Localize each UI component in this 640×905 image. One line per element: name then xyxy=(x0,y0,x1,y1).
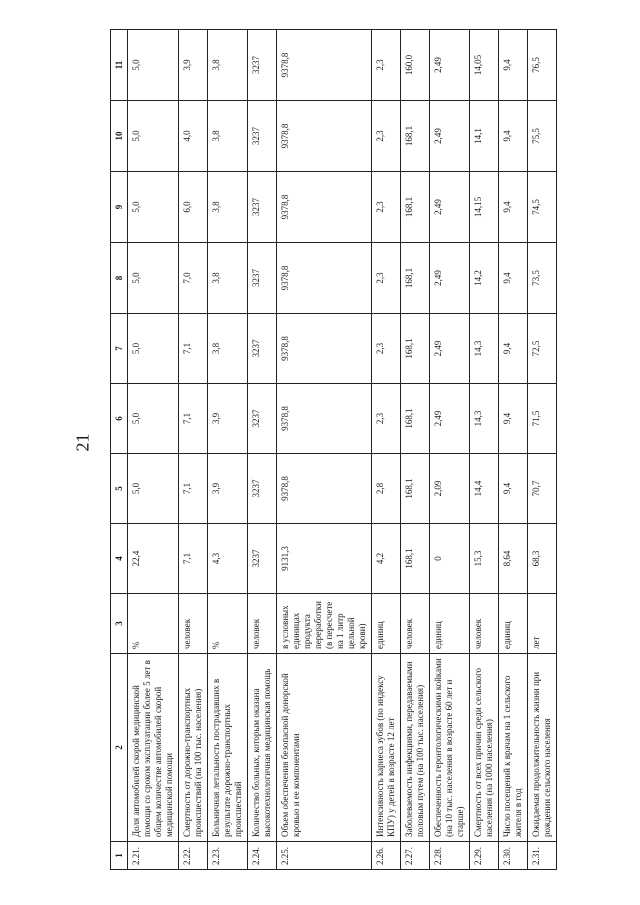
column-header: 7 xyxy=(111,314,128,384)
indicator-name-cell: Заболеваемость инфекциями, передаваемыми половым путем (на 100 тыс. населения) xyxy=(401,654,430,842)
row-number-cell: 2.30. xyxy=(499,842,528,870)
indicator-name-cell: Число посещений к врачам на 1 сельского жителя в год xyxy=(499,654,528,842)
value-cell: 9,4 xyxy=(499,454,528,524)
value-cell: 9131,3 xyxy=(277,524,372,594)
column-header: 8 xyxy=(111,243,128,314)
row-number-cell: 2.22. xyxy=(179,842,208,870)
value-cell: 4,3 xyxy=(208,524,248,594)
unit-cell: человек xyxy=(179,594,208,654)
value-cell: 9378,8 xyxy=(277,384,372,454)
value-cell: 3,9 xyxy=(208,454,248,524)
value-cell: 14,2 xyxy=(470,243,499,314)
value-cell: 9378,8 xyxy=(277,101,372,172)
value-cell: 7,1 xyxy=(179,314,208,384)
column-header: 2 xyxy=(111,654,128,842)
value-cell: 15,3 xyxy=(470,524,499,594)
value-cell: 9378,8 xyxy=(277,30,372,101)
value-cell: 2,49 xyxy=(430,384,470,454)
unit-cell: единиц xyxy=(372,594,401,654)
value-cell: 7,1 xyxy=(179,524,208,594)
value-cell: 2,3 xyxy=(372,243,401,314)
value-cell: 3237 xyxy=(248,314,277,384)
value-cell: 9,4 xyxy=(499,172,528,243)
value-cell: 0 xyxy=(430,524,470,594)
table-row xyxy=(248,30,277,870)
value-cell: 5,0 xyxy=(128,101,179,172)
value-cell: 3,8 xyxy=(208,101,248,172)
value-cell: 5,0 xyxy=(128,243,179,314)
indicator-name-cell: Интенсивность кариеса зубов (по индексу КПУ) у детей в возрасте 12 лет xyxy=(372,654,401,842)
indicator-name-cell: Объем обеспечения безопасной донорской кровью и ее компонентами xyxy=(277,654,372,842)
value-cell: 5,0 xyxy=(128,314,179,384)
value-cell: 14,1 xyxy=(470,101,499,172)
value-cell: 2,3 xyxy=(372,101,401,172)
unit-cell: единиц xyxy=(430,594,470,654)
unit-cell: % xyxy=(208,594,248,654)
value-cell: 2,3 xyxy=(372,314,401,384)
indicator-name-cell: Больничная летальность пострадавших в результате дорожно-транспортных происшествий xyxy=(208,654,248,842)
column-header: 5 xyxy=(111,454,128,524)
value-cell: 4,0 xyxy=(179,101,208,172)
rotated-table-container xyxy=(110,30,550,870)
value-cell: 8,64 xyxy=(499,524,528,594)
value-cell: 6,0 xyxy=(179,172,208,243)
value-cell: 168,1 xyxy=(401,454,430,524)
indicator-name-cell: Смертность от дорожно-транспортных происшествий (на 100 тыс. населения) xyxy=(179,654,208,842)
value-cell: 14,3 xyxy=(470,384,499,454)
value-cell: 14,05 xyxy=(470,30,499,101)
value-cell: 3237 xyxy=(248,384,277,454)
value-cell: 75,5 xyxy=(528,101,557,172)
value-cell: 3,8 xyxy=(208,172,248,243)
unit-cell: в условных единицах продукта переработки (в пересчете на 1 литр цельной крови) xyxy=(277,594,372,654)
value-cell: 7,0 xyxy=(179,243,208,314)
value-cell: 3237 xyxy=(248,101,277,172)
value-cell: 5,0 xyxy=(128,384,179,454)
value-cell: 70,7 xyxy=(528,454,557,524)
page-number: 21 xyxy=(72,433,93,452)
indicator-name-cell: Ожидаемая продолжительность жизни при рождении сельского населения xyxy=(528,654,557,842)
value-cell: 3,9 xyxy=(179,30,208,101)
table-row xyxy=(470,30,499,870)
value-cell: 168,1 xyxy=(401,243,430,314)
row-number-cell: 2.25. xyxy=(277,842,372,870)
value-cell: 73,5 xyxy=(528,243,557,314)
column-header: 3 xyxy=(111,594,128,654)
column-header: 1 xyxy=(111,842,128,870)
value-cell: 2,8 xyxy=(372,454,401,524)
value-cell: 3237 xyxy=(248,30,277,101)
value-cell: 7,1 xyxy=(179,384,208,454)
unit-cell: человек xyxy=(401,594,430,654)
row-number-cell: 2.29. xyxy=(470,842,499,870)
value-cell: 9,4 xyxy=(499,314,528,384)
value-cell: 3237 xyxy=(248,454,277,524)
value-cell: 160,0 xyxy=(401,30,430,101)
value-cell: 3237 xyxy=(248,243,277,314)
value-cell: 168,1 xyxy=(401,524,430,594)
value-cell: 2,49 xyxy=(430,172,470,243)
table-row xyxy=(430,30,470,870)
unit-cell: человек xyxy=(248,594,277,654)
value-cell: 68,3 xyxy=(528,524,557,594)
value-cell: 9,4 xyxy=(499,243,528,314)
table-row xyxy=(208,30,248,870)
indicator-name-cell: Доля автомобилей скорой медицинской помощи со сроком эксплуатации более 5 лет в общем количестве автомобилей скорой медицинской помощи xyxy=(128,654,179,842)
value-cell: 3,8 xyxy=(208,314,248,384)
table-row xyxy=(499,30,528,870)
value-cell: 74,5 xyxy=(528,172,557,243)
value-cell: 9,4 xyxy=(499,30,528,101)
value-cell: 168,1 xyxy=(401,314,430,384)
unit-cell: % xyxy=(128,594,179,654)
table-row xyxy=(401,30,430,870)
column-header: 11 xyxy=(111,30,128,101)
row-number-cell: 2.26. xyxy=(372,842,401,870)
row-number-cell: 2.23. xyxy=(208,842,248,870)
value-cell: 76,5 xyxy=(528,30,557,101)
value-cell: 2,49 xyxy=(430,30,470,101)
table-row xyxy=(128,30,179,870)
indicator-name-cell: Обеспеченность геронтологическими койками (на 10 тыс. населения в возрасте 60 лет и старше) xyxy=(430,654,470,842)
value-cell: 9,4 xyxy=(499,101,528,172)
column-header: 6 xyxy=(111,384,128,454)
value-cell: 2,3 xyxy=(372,30,401,101)
value-cell: 9,4 xyxy=(499,384,528,454)
row-number-cell: 2.27. xyxy=(401,842,430,870)
table-row xyxy=(528,30,557,870)
column-header: 9 xyxy=(111,172,128,243)
value-cell: 5,0 xyxy=(128,454,179,524)
table-row xyxy=(277,30,372,870)
value-cell: 9378,8 xyxy=(277,172,372,243)
value-cell: 3,8 xyxy=(208,30,248,101)
unit-cell: единиц xyxy=(499,594,528,654)
value-cell: 168,1 xyxy=(401,172,430,243)
column-header: 4 xyxy=(111,524,128,594)
value-cell: 3237 xyxy=(248,172,277,243)
value-cell: 9378,8 xyxy=(277,243,372,314)
row-number-cell: 2.28. xyxy=(430,842,470,870)
value-cell: 4,2 xyxy=(372,524,401,594)
row-number-cell: 2.24. xyxy=(248,842,277,870)
indicator-name-cell: Количество больных, которым оказана высокотехнологичная медицинская помощь xyxy=(248,654,277,842)
unit-cell: человек xyxy=(470,594,499,654)
column-header: 10 xyxy=(111,101,128,172)
value-cell: 72,5 xyxy=(528,314,557,384)
value-cell: 14,15 xyxy=(470,172,499,243)
value-cell: 9378,8 xyxy=(277,314,372,384)
table-row xyxy=(179,30,208,870)
value-cell: 168,1 xyxy=(401,101,430,172)
row-number-cell: 2.21. xyxy=(128,842,179,870)
value-cell: 14,3 xyxy=(470,314,499,384)
unit-cell: лет xyxy=(528,594,557,654)
value-cell: 7,1 xyxy=(179,454,208,524)
value-cell: 14,4 xyxy=(470,454,499,524)
value-cell: 3,9 xyxy=(208,384,248,454)
indicator-name-cell: Смертность от всех причин среди сельского населения (на 1000 населения) xyxy=(470,654,499,842)
table-row xyxy=(372,30,401,870)
value-cell: 2,49 xyxy=(430,101,470,172)
table-header-row xyxy=(111,30,128,870)
value-cell: 2,49 xyxy=(430,314,470,384)
value-cell: 2,09 xyxy=(430,454,470,524)
value-cell: 5,0 xyxy=(128,172,179,243)
value-cell: 2,3 xyxy=(372,384,401,454)
indicators-table xyxy=(110,29,557,870)
value-cell: 3,8 xyxy=(208,243,248,314)
value-cell: 2,49 xyxy=(430,243,470,314)
value-cell: 3237 xyxy=(248,524,277,594)
row-number-cell: 2.31. xyxy=(528,842,557,870)
value-cell: 2,3 xyxy=(372,172,401,243)
value-cell: 5,0 xyxy=(128,30,179,101)
value-cell: 168,1 xyxy=(401,384,430,454)
value-cell: 9378,8 xyxy=(277,454,372,524)
value-cell: 22,4 xyxy=(128,524,179,594)
value-cell: 71,5 xyxy=(528,384,557,454)
